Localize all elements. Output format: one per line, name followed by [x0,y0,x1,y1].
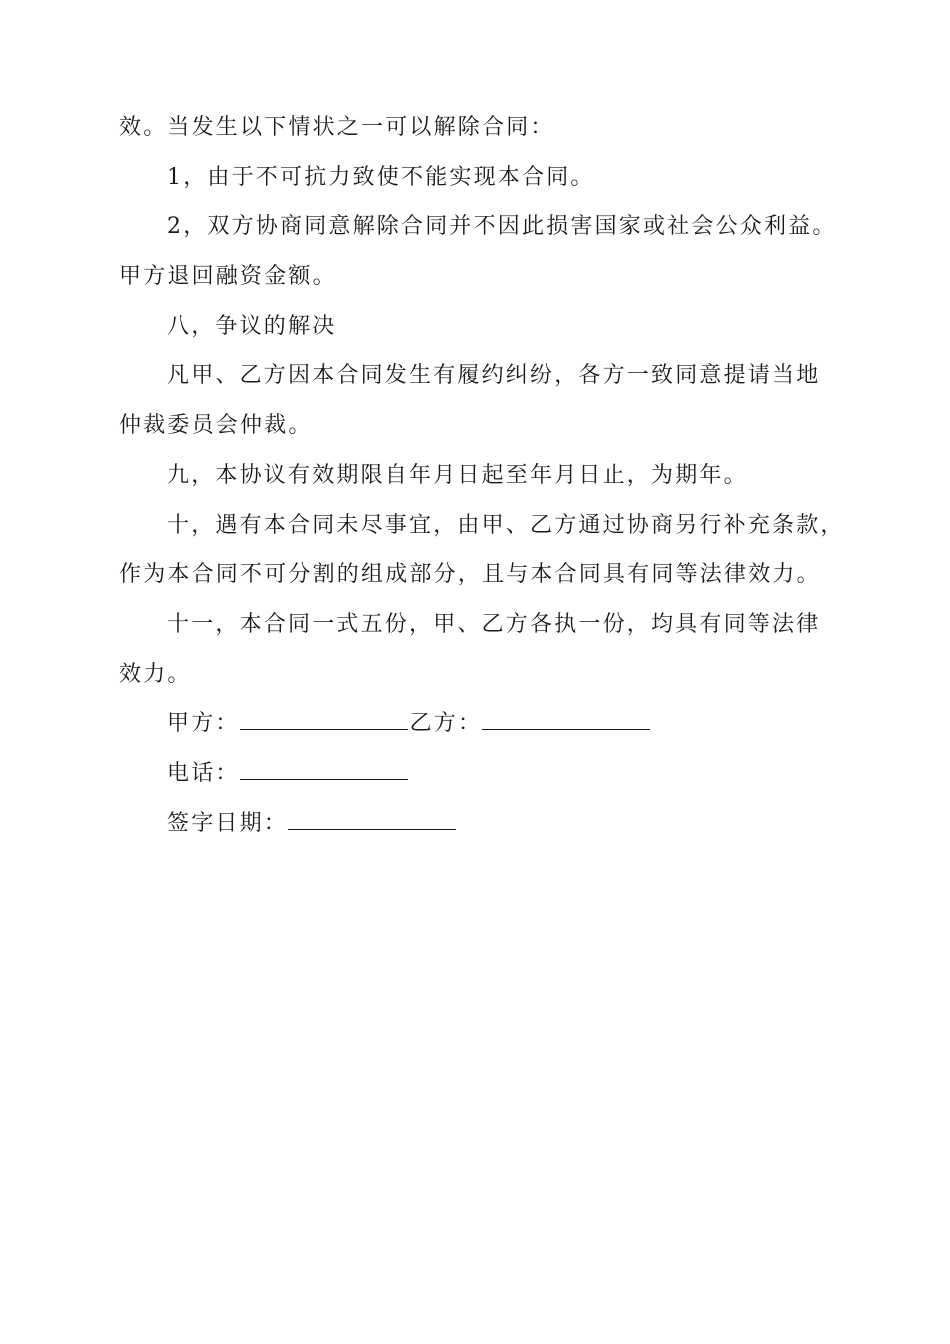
text-line: 作为本合同不可分割的组成部分，且与本合同具有同等法律效力。 [119,562,821,588]
phone-label: 电话： [167,760,240,786]
party-b-label: 乙方： [409,711,483,737]
party-b-blank [482,709,650,730]
text-line: 1，由于不可抗力致使不能实现本合同。 [167,164,595,190]
text-line: 效力。 [119,661,192,687]
signature-row-parties [119,699,839,749]
text-line: 凡甲、乙方因本合同发生有履约纠纷，各方一致同意提请当地 [167,363,821,389]
text-line: 2，双方协商同意解除合同并不因此损害国家或社会公众利益。 [167,214,837,240]
party-a-label: 甲方： [167,711,240,737]
text-line: 仲裁委员会仲裁。 [119,413,313,439]
party-a-blank [240,709,408,730]
text-line: 十一，本合同一式五份，甲、乙方各执一份，均具有同等法律 [167,611,821,637]
signature-row-date [119,799,839,849]
section-heading: 八，争议的解决 [167,313,337,339]
phone-blank [240,759,408,780]
text-line: 甲方退回融资金额。 [119,264,337,290]
signature-row-phone [119,749,839,799]
sign-date-label: 签字日期： [167,810,289,836]
text-line: 九，本协议有效期限自年月日起至年月日止，为期年。 [167,462,748,488]
text-line: 效。当发生以下情状之一可以解除合同： [119,115,555,140]
document-body [119,103,845,848]
text-line: 十，遇有本合同未尽事宜，由甲、乙方通过协商另行补充条款， [167,512,845,538]
sign-date-blank [288,809,456,830]
